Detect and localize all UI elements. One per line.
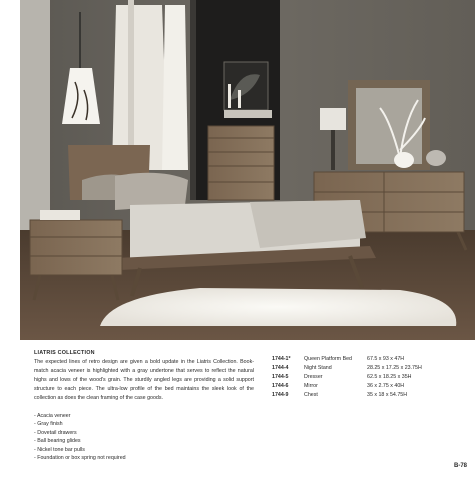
feature-item: - Ball bearing glides	[34, 437, 254, 445]
table-lamp	[320, 108, 346, 130]
feature-item: - Foundation or box spring not required	[34, 454, 254, 462]
product-number: 1744-1*	[272, 356, 291, 362]
feature-item: - Dovetail drawers	[34, 429, 254, 437]
product-dimensions: 67.5 x 93 x 47H	[367, 356, 405, 362]
product-dimensions: 62.5 x 18.25 x 35H	[367, 374, 412, 380]
table-row	[272, 391, 422, 400]
product-dimensions: 36 x 2.75 x 40H	[367, 383, 405, 389]
product-name: Mirror	[304, 383, 318, 389]
product-number: 1744-6	[272, 383, 289, 389]
page-number: B-78	[453, 463, 467, 469]
feature-list	[34, 412, 254, 462]
collection-description: The expected lines of retro design are given a bold update in the Liatris Collection. Book- match acacia veneer is highlighted with a gray undertone that serves to reflect the natural highs and lows of the wood's grain. The sturdily angled legs are providing a solid support structure to each piece. The ultra-low profile of the bed maintains the sleek look of the collection as does the clean framing of the case goods.	[34, 359, 254, 401]
chest	[208, 126, 274, 200]
product-dimensions: 28.25 x 17.25 x 23.75H	[367, 365, 422, 371]
table-row	[272, 382, 422, 391]
collection-info	[34, 350, 254, 462]
feature-item: - Nickel tone bar pulls	[34, 446, 254, 454]
table-row	[272, 355, 422, 364]
product-name: Dresser	[304, 374, 323, 380]
product-name: Chest	[304, 392, 318, 398]
product-spec-table	[272, 355, 422, 400]
product-name: Queen Platform Bed	[304, 356, 352, 362]
product-number: 1744-4	[272, 365, 289, 371]
bedroom-photo	[20, 0, 475, 340]
product-number: 1744-9	[272, 392, 289, 398]
table-row	[272, 364, 422, 373]
feature-item: - Gray finish	[34, 420, 254, 428]
feature-item: - Acacia veneer	[34, 412, 254, 420]
table-row	[272, 373, 422, 382]
product-name: Night Stand	[304, 365, 332, 371]
night-stand	[30, 220, 122, 275]
product-number: 1744-5	[272, 374, 289, 380]
collection-title: LIATRIS COLLECTION	[34, 350, 95, 356]
product-dimensions: 35 x 18 x 54.75H	[367, 392, 408, 398]
